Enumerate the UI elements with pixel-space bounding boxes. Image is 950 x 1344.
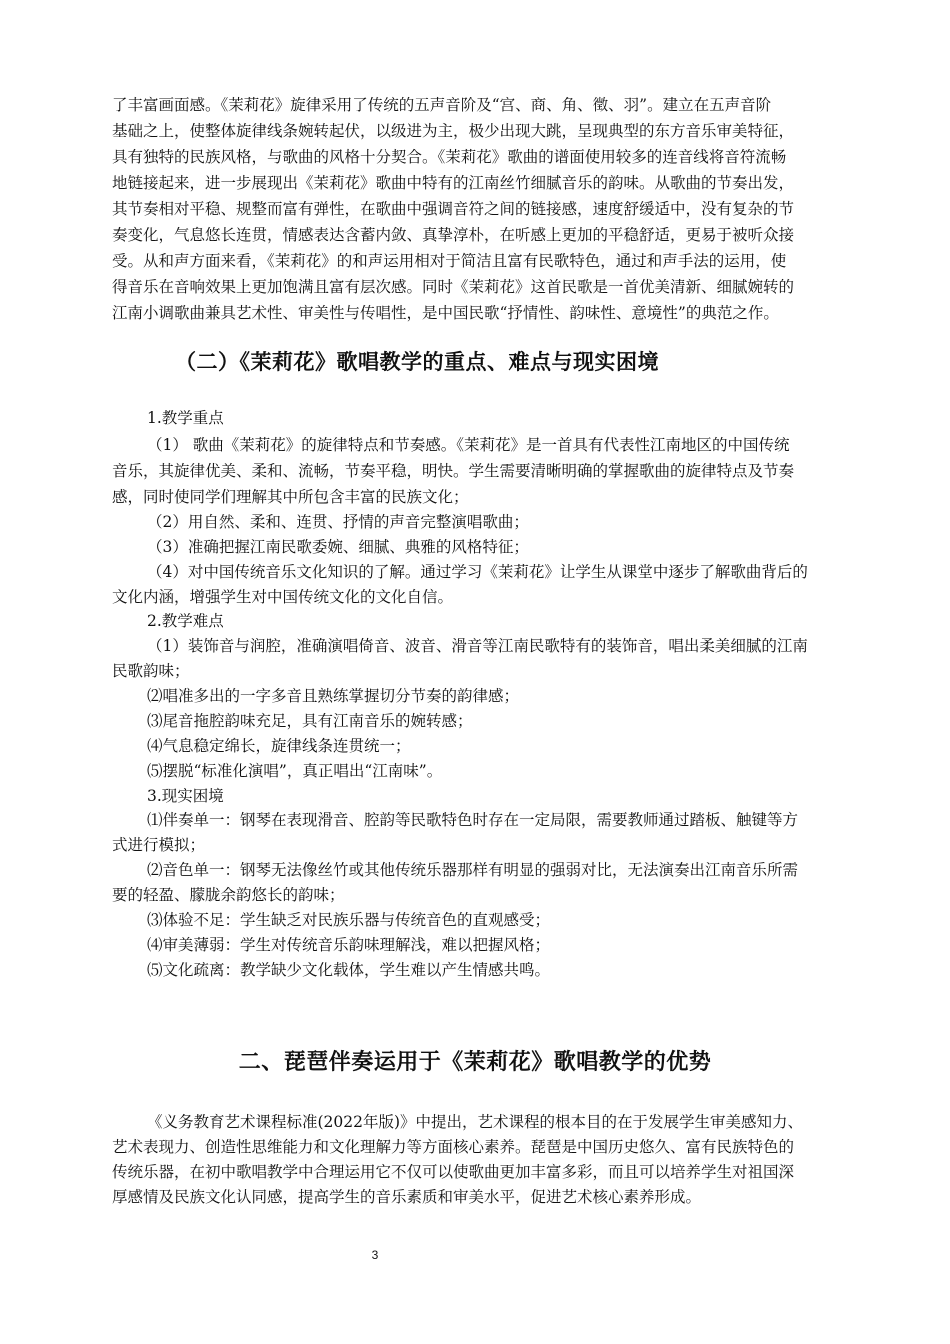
paragraph-line: 厚感情及民族文化认同感，提高学生的音乐素质和审美水平，促进艺术核心素养形成。 xyxy=(112,1188,702,1206)
list-item: ⑶尾音拖腔韵味充足，具有江南音乐的婉转感； xyxy=(147,712,473,730)
list-item-continuation: 文化内涵，增强学生对中国传统文化的文化自信。 xyxy=(112,588,454,606)
list-item-continuation: 要的轻盈、朦胧余韵悠长的韵味； xyxy=(112,886,345,904)
list-item: ⑴伴奏单一：钢琴在表现滑音、腔韵等民歌特色时存在一定局限，需要教师通过踏板、触键等方 xyxy=(147,811,799,829)
paragraph-line: 《义务教育艺术课程标准(2022年版)》中提出，艺术课程的根本目的在于发展学生审美感知力、 xyxy=(147,1113,804,1131)
subheading-real-difficulties: 3.现实困境 xyxy=(147,787,224,805)
list-item: （3）准确把握江南民歌委婉、细腻、典雅的风格特征； xyxy=(147,538,529,556)
list-item: （1） 歌曲《茉莉花》的旋律特点和节奏感。《茉莉花》是一首具有代表性江南地区的中国传统 xyxy=(147,436,790,454)
list-item-continuation: 民歌韵味； xyxy=(112,662,190,680)
list-item-continuation: 感，同时使同学们理解其中所包含丰富的民族文化； xyxy=(112,488,469,506)
list-item: （4）对中国传统音乐文化知识的了解。通过学习《茉莉花》让学生从课堂中逐步了解歌曲背后的 xyxy=(147,563,808,581)
paragraph-line: 地链接起来，进一步展现出《茉莉花》歌曲中特有的江南丝竹细腻音乐的韵味。从歌曲的节奏出发， xyxy=(112,174,795,192)
list-item: （1）装饰音与润腔，准确演唱倚音、波音、滑音等江南民歌特有的装饰音，唱出柔美细腻的江南 xyxy=(147,637,808,655)
section-heading: （二）《茉莉花》歌唱教学的重点、难点与现实困境 xyxy=(175,350,659,374)
paragraph-line: 传统乐器，在初中歌唱教学中合理运用它不仅可以使歌曲更加丰富多彩，而且可以培养学生对祖国深 xyxy=(112,1163,795,1181)
paragraph-line: 艺术表现力、创造性思维能力和文化理解力等方面核心素养。琵琶是中国历史悠久、富有民族特色的 xyxy=(112,1138,795,1156)
list-item: ⑷审美薄弱：学生对传统音乐韵味理解浅，难以把握风格； xyxy=(147,936,551,954)
list-item: ⑵唱准多出的一字多音且熟练掌握切分节奏的韵律感； xyxy=(147,687,520,705)
page-number: 3 xyxy=(371,1248,379,1262)
list-item: ⑶体验不足：学生缺乏对民族乐器与传统音色的直观感受； xyxy=(147,911,551,929)
list-item: ⑸文化疏离：教学缺少文化载体，学生难以产生情感共鸣。 xyxy=(147,961,551,979)
list-item: ⑵音色单一：钢琴无法像丝竹或其他传统乐器那样有明显的强弱对比，无法演奏出江南音乐所需 xyxy=(147,861,799,879)
paragraph-line: 受。从和声方面来看，《茉莉花》的和声运用相对于简洁且富有民歌特色，通过和声手法的运用，使 xyxy=(112,252,787,270)
paragraph-line: 基础之上，使整体旋律线条婉转起伏，以级进为主，极少出现大跳，呈现典型的东方音乐审美特征， xyxy=(112,122,795,140)
paragraph-line: 奏变化，气息悠长连贯，情感表达含蓄内敛、真挚淳朴，在听感上更加的平稳舒适，更易于被听众接 xyxy=(112,226,795,244)
paragraph-line: 了丰富画面感。《茉莉花》旋律采用了传统的五声音阶及“宫、商、角、徵、羽”。建立在五声音阶 xyxy=(112,96,772,114)
list-item-continuation: 音乐，其旋律优美、柔和、流畅，节奏平稳，明快。学生需要清晰明确的掌握歌曲的旋律特点及节奏 xyxy=(112,462,795,480)
paragraph-line: 江南小调歌曲兼具艺术性、审美性与传唱性，是中国民歌“抒情性、韵味性、意境性”的典范之作。 xyxy=(112,304,779,322)
subheading-teaching-focus: 1.教学重点 xyxy=(147,409,224,427)
list-item: ⑸摆脱“标准化演唱”，真正唱出“江南味”。 xyxy=(147,762,443,780)
chapter-heading: 二、琵琶伴奏运用于《茉莉花》歌唱教学的优势 xyxy=(238,1050,712,1075)
subheading-teaching-difficulty: 2.教学难点 xyxy=(147,612,224,630)
list-item: ⑷气息稳定绵长，旋律线条连贯统一； xyxy=(147,737,411,755)
paragraph-line: 其节奏相对平稳、规整而富有弹性，在歌曲中强调音符之间的链接感，速度舒缓适中，没有复杂的节 xyxy=(112,200,795,218)
paragraph-line: 具有独特的民族风格，与歌曲的风格十分契合。《茉莉花》歌曲的谱面使用较多的连音线将音符流畅 xyxy=(112,148,787,166)
paragraph-line: 得音乐在音响效果上更加饱满且富有层次感。同时《茉莉花》这首民歌是一首优美清新、细腻婉转的 xyxy=(112,278,795,296)
list-item-continuation: 式进行模拟； xyxy=(112,836,206,854)
list-item: （2）用自然、柔和、连贯、抒情的声音完整演唱歌曲； xyxy=(147,513,529,531)
